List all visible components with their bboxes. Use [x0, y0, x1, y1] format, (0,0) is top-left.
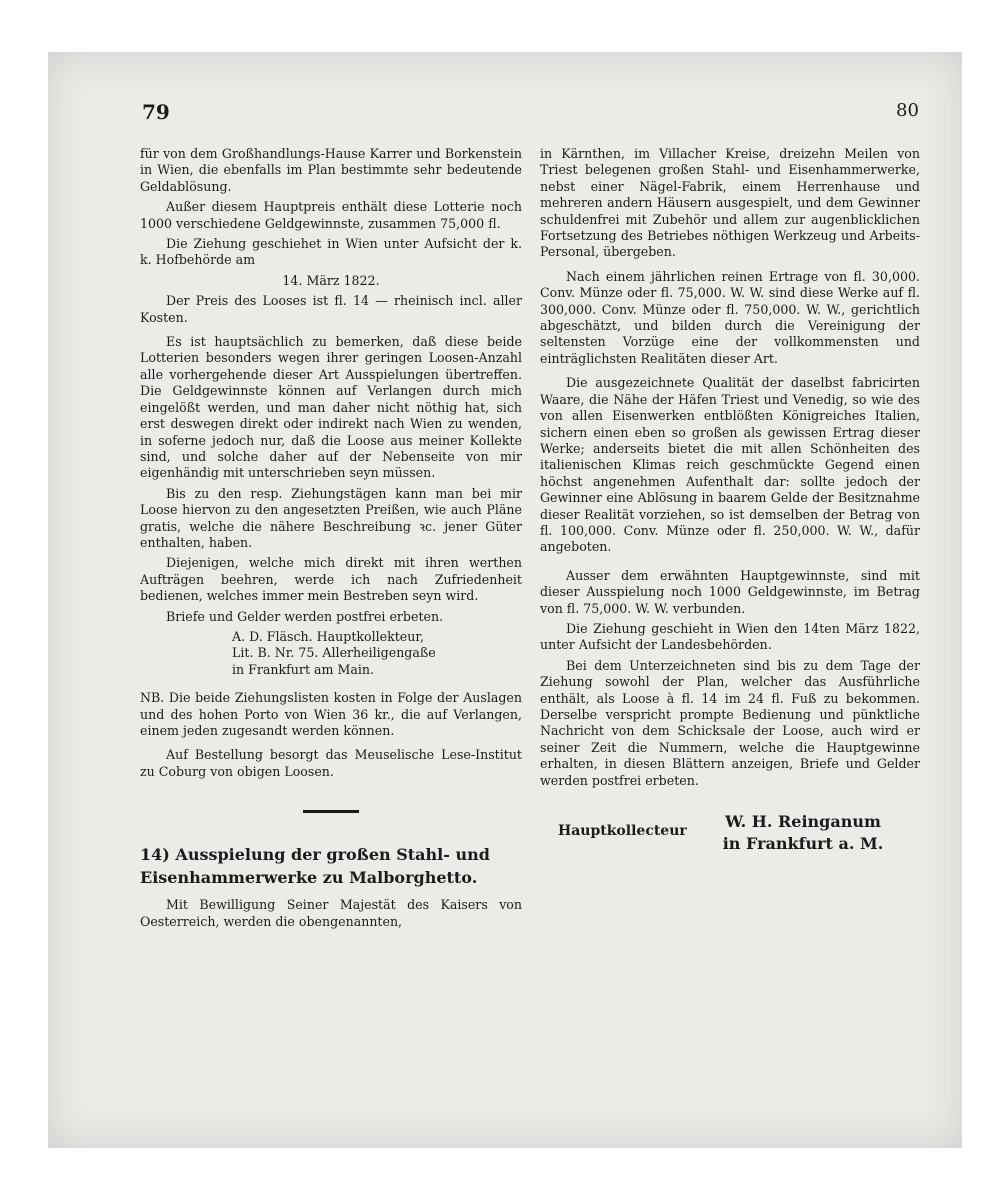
left-column [140, 146, 522, 934]
section-divider [303, 810, 359, 813]
left-paragraph-7: Diejenigen, welche mich direkt mit ihren werthen Aufträgen beehren, werde ich nach Zufriedenheit bedienen, welches immer mein Bestreben seyn wird. [140, 555, 522, 604]
left-paragraph-8: Briefe und Gelder werden postfrei erbeten. [166, 608, 444, 624]
left-paragraph-1: für von dem Großhandlungs-Hause Karrer und Borkenstein in Wien, die ebenfalls im Plan bestimmte sehr bedeutende Geldablösung. [140, 146, 522, 194]
drawing-date: 14. März 1822. [282, 272, 380, 288]
right-signature [540, 811, 920, 863]
signature-title: Hauptkollecteur [558, 823, 687, 840]
section-heading: 14) Ausspielung der großen Stahl- und Eisenhammerwerke zu Malborghetto. [140, 845, 490, 888]
right-paragraph-2: Nach einem jährlichen reinen Ertrage von fl. 30,000. Conv. Münze oder fl. 75,000. W. W. sind diese Werke auf fl. 300,000. Conv. Münze oder fl. 750,000. W. W., gerichtlich abgeschätzt, und bilden durch die Vereinigung der seltensten Vorzüge eine der vollkommensten und einträglichsten Realitäten dieser Art. [540, 268, 920, 366]
signature-name: W. H. Reinganum in Frankfurt a. M. [722, 812, 884, 854]
left-paragraph-5: Es ist hauptsächlich zu bemerken, daß diese beide Lotterien besonders wegen ihrer geringen Loosen-Anzahl alle vorhergehende dieser Art Ausspielungen übertreffen. Die Geldgewinnste können auf Verlangen durch mich eingelößt werden, und man daher nicht nöthig hat, sich erst deswegen direkt oder indirekt nach Wien zu wenden, in soferne jedoch nur, daß die Loose aus meiner Kollekte sind, und solche daher auf der Nebenseite von mir eigenhändig mit unterschrieben seyn müssen. [140, 334, 522, 481]
right-paragraph-6: Bei dem Unterzeichneten sind bis zu dem Tage der Ziehung sowohl der Plan, welcher das Ausführliche enthält, als Loose à fl. 14 im 24 fl. Fuß zu bekommen. Derselbe verspricht prompte Bedienung und pünktliche Nachricht von dem Schicksale der Loose, auch wird er seiner Zeit die Nummern, welche die Hauptgewinne erhalten, in diesen Blättern anzeigen, Briefe und Gelder werden postfrei erbeten. [540, 657, 920, 788]
left-paragraph-3: Die Ziehung geschiehet in Wien unter Aufsicht der k. k. Hofbehörde am [140, 236, 522, 268]
nota-bene: NB. Die beide Ziehungslisten kosten in Folge der Auslagen und des hohen Porto von Wien 36 kr., die auf Verlangen, einem jeden zugesandt werden können. [140, 690, 522, 738]
page-number-left: 79 [142, 100, 170, 124]
left-paragraph-9: Auf Bestellung besorgt das Meuselische Lese-Institut zu Coburg von obigen Loosen. [140, 747, 522, 779]
left-paragraph-6: Bis zu den resp. Ziehungstägen kann man bei mir Loose hiervon zu den angesetzten Preißen, wie auch Pläne gratis, welche die nähere Beschreibung ꝛc. jener Güter enthalten, haben. [140, 485, 522, 550]
left-paragraph-10: Mit Bewilligung Seiner Majestät des Kaisers von Oesterreich, werden die obengenannten, [140, 897, 522, 929]
right-column [540, 146, 920, 863]
page-number-right: 80 [896, 100, 919, 121]
right-paragraph-3: Die ausgezeichnete Qualität der daselbst fabricirten Waare, die Nähe der Häfen Triest und Venedig, so wie des von allen Eisenwerken entblößten Königreiches Italien, sichern einen eben so großen als gewissen Ertrag dieser Werke; anderseits bietet die mit allen Schönheiten des italienischen Klimas reich geschmückte Gegend einen höchst angenehmen Aufenthalt dar: sollte jedoch der Gewinner eine Ablösung in baarem Gelde der Besitznahme dieser Realität vorziehen, so ist demselben der Betrag von fl. 100,000. Conv. Münze oder fl. 250,000. W. W., dafür angeboten. [540, 375, 920, 555]
right-paragraph-5: Die Ziehung geschieht in Wien den 14ten März 1822, unter Aufsicht der Landesbehörden. [540, 620, 920, 653]
collector-signature: A. D. Fläsch. Hauptkollekteur, Lit. B. Nr. 75. Allerheiligengaße in Frankfurt am Main. [232, 628, 436, 677]
left-paragraph-4: Der Preis des Looses ist fl. 14 — rheinisch incl. aller Kosten. [140, 293, 522, 325]
right-paragraph-1: in Kärnthen, im Villacher Kreise, dreizehn Meilen von Triest belegenen großen Stahl- und Eisenhammerwerke, nebst einer Nägel-Fabrik, einem Herrenhause und mehreren andern Häusern ausgespielt, und dem Gewinner schuldenfrei mit Zubehör und allem zur augenblicklichen Fortsetzung des Betriebes nöthigen Werkzeug und Arbeits-Personal, übergeben. [540, 146, 920, 260]
right-paragraph-4: Ausser dem erwähnten Hauptgewinnste, sind mit dieser Ausspielung noch 1000 Geldgewinnste, im Betrag von fl. 75,000. W. W. verbunden. [540, 567, 920, 616]
left-paragraph-2: Außer diesem Hauptpreis enthält diese Lotterie noch 1000 verschiedene Geldgewinnste, zusammen 75,000 fl. [140, 199, 522, 231]
